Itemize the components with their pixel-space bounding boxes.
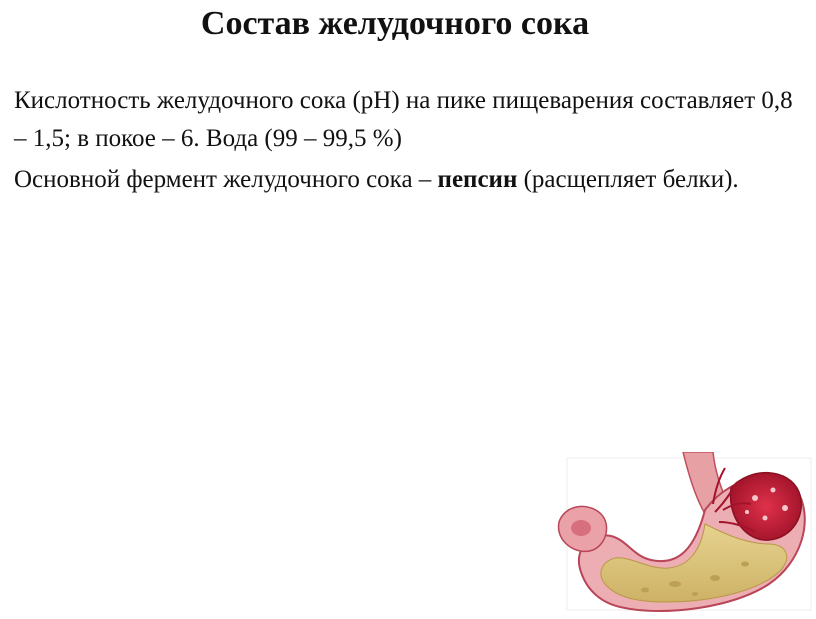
enzyme-text-after: (расщепляет белки). — [517, 166, 739, 193]
stomach-illustration — [555, 452, 813, 619]
enzyme-text-before: Основной фермент желудочного сока – — [14, 166, 438, 193]
acidity-paragraph: Кислотность желудочного сока (pH) на пике пищеварения составляет 0,8 – 1,5; в покое – 6. Вода (99 – 99,5 %) — [14, 87, 793, 152]
enzyme-paragraph — [14, 157, 788, 203]
enzyme-name: пепсин — [437, 166, 518, 193]
slide-title: Состав желудочного сока — [200, 5, 590, 42]
